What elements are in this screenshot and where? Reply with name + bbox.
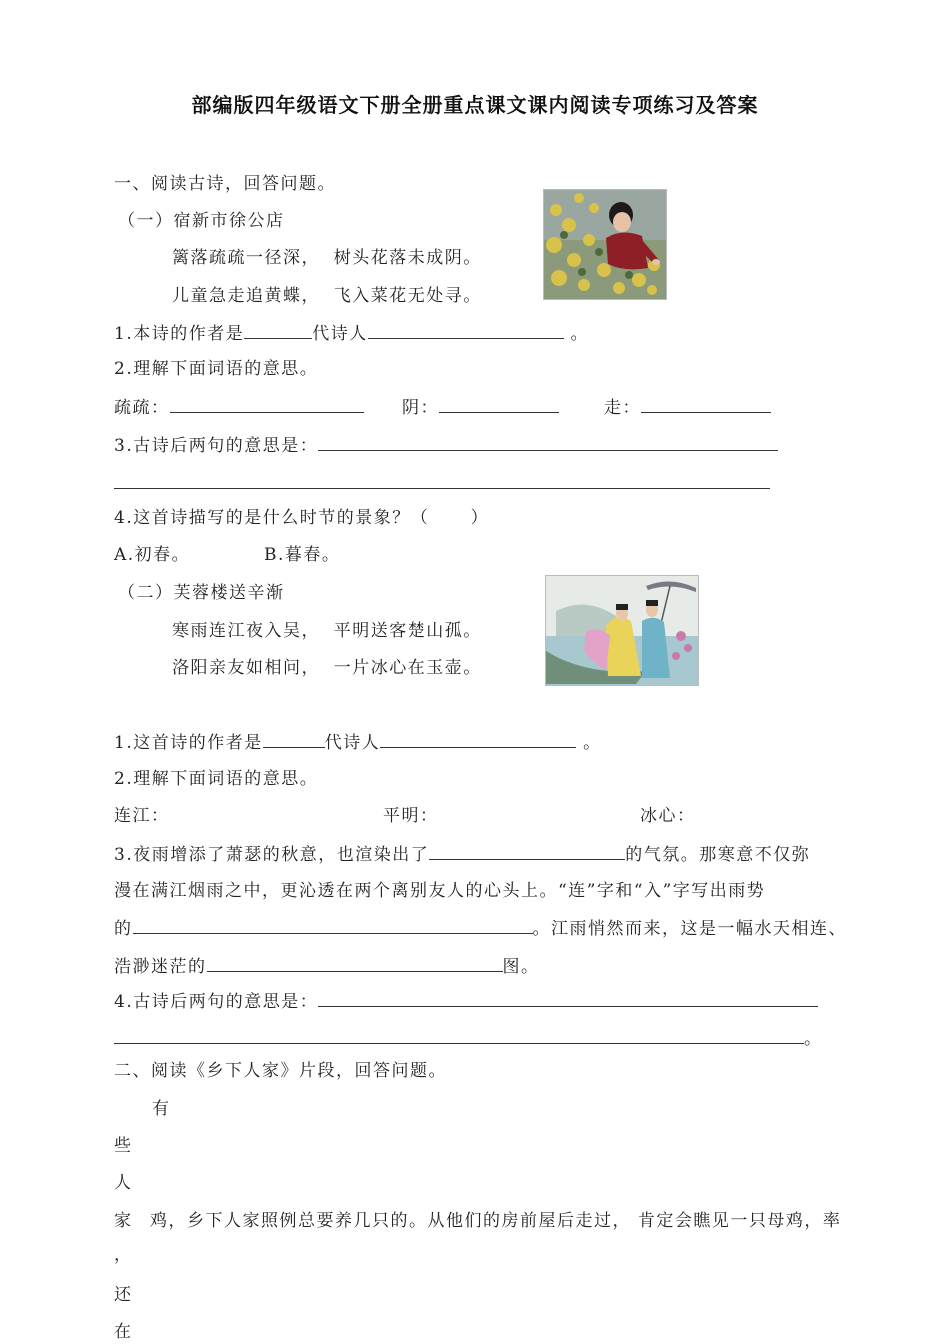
poem1-word-yin: 阴：	[402, 396, 559, 419]
poem1-meaning-blank-2[interactable]	[114, 472, 770, 489]
poem2-question4: 4.古诗后两句的意思是：	[114, 990, 818, 1013]
author-name-blank[interactable]	[368, 322, 564, 339]
poem2-question3-line2: 漫在满江烟雨之中，更沁透在两个离别友人的心头上。“连”字和“入”字写出雨势	[114, 881, 766, 901]
poem1-word-shushu: 疏疏：	[114, 396, 364, 419]
vertical-char-you: 有	[152, 1099, 171, 1119]
poem2-question2: 2.理解下面词语的意思。	[114, 769, 319, 789]
zou-blank[interactable]	[641, 396, 771, 413]
poem1-illustration	[543, 189, 667, 300]
option-b[interactable]: B.暮春。	[264, 545, 341, 565]
shushu-blank[interactable]	[170, 396, 364, 413]
section2-heading: 二、阅读《乡下人家》片段，回答问题。	[114, 1061, 447, 1081]
section2-paragraph: 鸡，乡下人家照例总要养几只的。从他们的房前屋后走过， 肯定会瞧见一只母鸡，率	[150, 1211, 842, 1231]
author2-name-blank[interactable]	[380, 731, 576, 748]
author2-dynasty-blank[interactable]	[263, 731, 325, 748]
vertical-char-hai: 还	[114, 1285, 133, 1305]
poem1-meaning-blank-1[interactable]	[318, 434, 778, 451]
atmosphere-blank[interactable]	[429, 843, 625, 860]
vertical-char-xie: 些	[114, 1136, 133, 1156]
girl-among-flowers-image	[544, 190, 666, 299]
poem2-question1: 1.这首诗的作者是 代诗人 。	[114, 733, 602, 753]
page-title: 部编版四年级语文下册全册重点课文课内阅读专项练习及答案	[191, 93, 759, 117]
author-dynasty-blank[interactable]	[244, 322, 312, 339]
poem2-meaning-blank-1[interactable]	[318, 990, 818, 1007]
poem2-line1: 寒雨连江夜入吴， 平明送客楚山孤。	[172, 621, 482, 641]
poem2-word-pingming: 平明：	[383, 806, 439, 826]
poem2-question4-line2: 。	[114, 1027, 823, 1050]
poem2-illustration	[545, 575, 699, 686]
poem1-question1: 1.本诗的作者是 代诗人 。	[114, 324, 590, 344]
poem2-question3-line1: 3.夜雨增添了萧瑟的秋意，也渲染出了 的气氛。那寒意不仅弥	[114, 845, 811, 865]
poem2-question3-line4: 浩渺迷茫的 图。	[114, 957, 540, 977]
poem1-title: （一）宿新市徐公店	[118, 211, 285, 231]
poem1-line2: 儿童急走追黄蝶， 飞入菜花无处寻。	[172, 286, 482, 306]
poem2-word-lianjiang: 连江：	[114, 806, 170, 826]
poem1-word-zou: 走：	[604, 396, 771, 419]
poem2-word-bingxin: 冰心：	[640, 806, 696, 826]
poem2-title: （二）芙蓉楼送辛渐	[118, 583, 285, 603]
poem1-line1: 篱落疏疏一径深， 树头花落未成阴。	[172, 248, 482, 268]
rain-momentum-blank[interactable]	[133, 917, 533, 934]
section1-heading: 一、阅读古诗，回答问题。	[114, 174, 336, 194]
option-a[interactable]: A.初春。	[114, 545, 191, 565]
poem1-question3: 3.古诗后两句的意思是：	[114, 434, 778, 457]
vertical-char-comma: ，	[114, 1245, 133, 1265]
poem2-line2: 洛阳亲友如相问， 一片冰心在玉壶。	[172, 658, 482, 678]
poem2-question3-line3: 的 。江雨悄然而来，这是一幅水天相连、	[114, 919, 847, 939]
poem1-question2: 2.理解下面词语的意思。	[114, 359, 319, 379]
picture-blank[interactable]	[207, 955, 503, 972]
vertical-char-zai: 在	[114, 1322, 133, 1342]
vertical-char-jia: 家	[114, 1211, 133, 1231]
farewell-scene-image	[546, 576, 698, 685]
poem2-meaning-blank-2[interactable]	[114, 1027, 804, 1044]
vertical-char-ren: 人	[114, 1173, 133, 1193]
poem1-question4: 4.这首诗描写的是什么时节的景象？（ ）	[114, 508, 490, 528]
yin-blank[interactable]	[439, 396, 559, 413]
